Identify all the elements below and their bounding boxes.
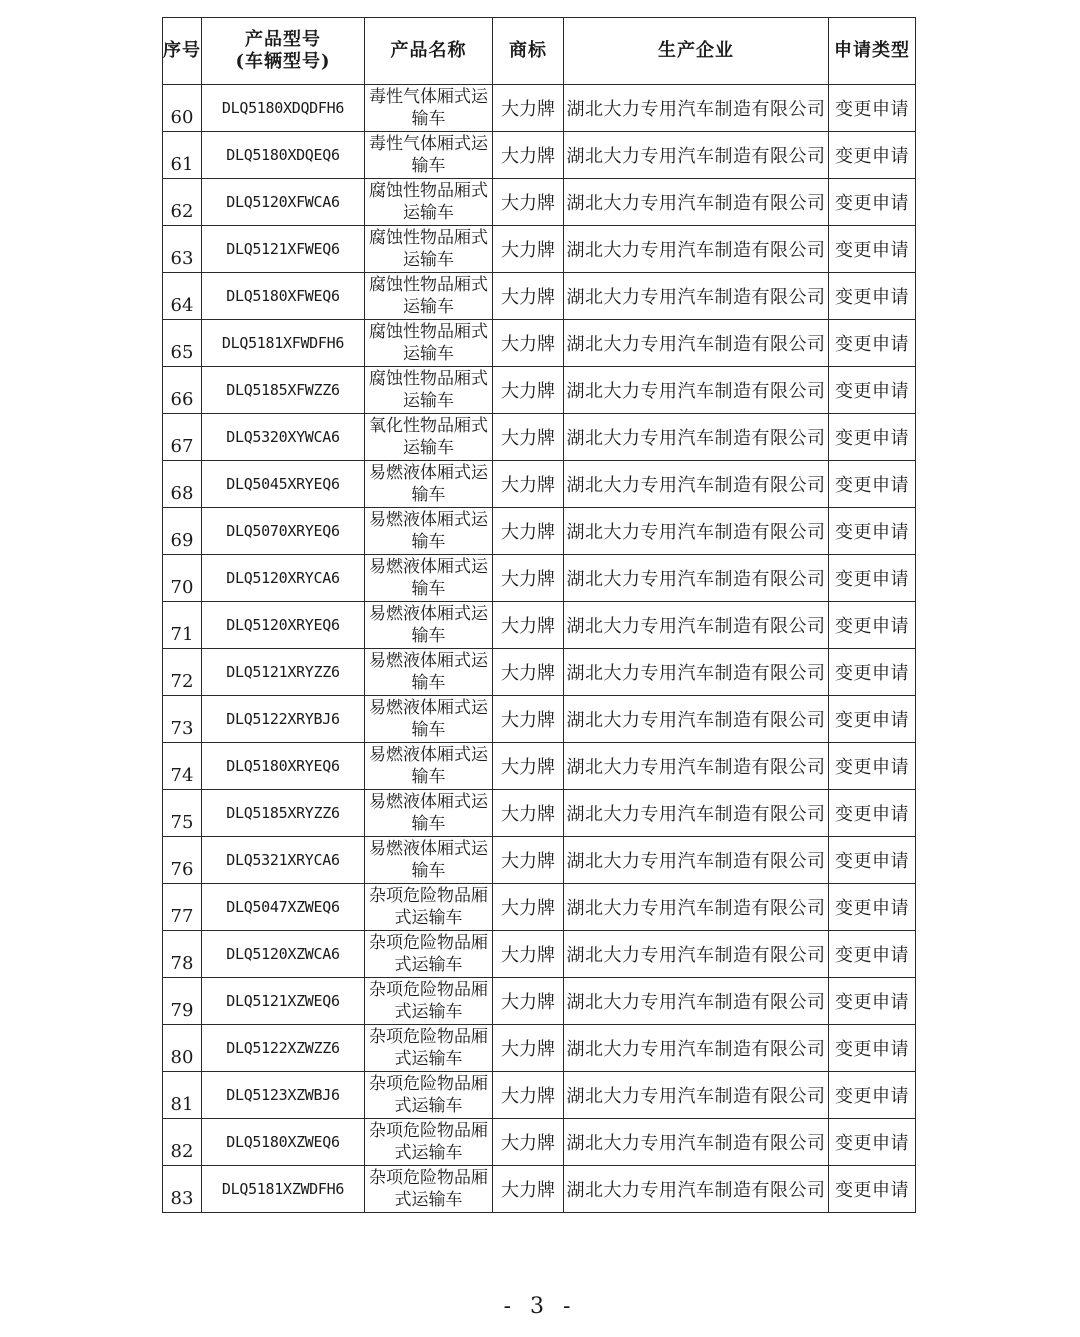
serial-number-text: 73 [170, 718, 194, 739]
serial-number-text: 77 [170, 906, 194, 927]
product-name-line2: 运输车 [403, 438, 454, 458]
cell-manufacturer: 湖北大力专用汽车制造有限公司 [564, 85, 829, 132]
product-name-line1: 杂项危险物品厢 [369, 886, 488, 906]
cell-manufacturer: 湖北大力专用汽车制造有限公司 [564, 273, 829, 320]
cell-product-model: DLQ5185XRYZZ6 [202, 790, 365, 837]
cell-serial-number [163, 508, 202, 555]
cell-product-model: DLQ5181XFWDFH6 [202, 320, 365, 367]
cell-product-model: DLQ5047XZWEQ6 [202, 884, 365, 931]
cell-product-model: DLQ5122XRYBJ6 [202, 696, 365, 743]
product-name-line2: 输车 [411, 579, 446, 599]
cell-manufacturer: 湖北大力专用汽车制造有限公司 [564, 1166, 829, 1213]
cell-serial-number [163, 367, 202, 414]
product-name-line1: 氧化性物品厢式 [369, 416, 488, 436]
table-row [163, 320, 916, 367]
header-manufacturer: 生产企业 [564, 18, 829, 85]
serial-number-text: 66 [170, 389, 194, 410]
product-name-line2: 输车 [411, 673, 446, 693]
table-row [163, 226, 916, 273]
product-name-line2: 式运输车 [394, 1002, 463, 1022]
table-row [163, 1072, 916, 1119]
product-name-line1: 杂项危险物品厢 [369, 1168, 488, 1188]
header-product-name: 产品名称 [365, 18, 493, 85]
cell-product-model: DLQ5121XZWEQ6 [202, 978, 365, 1025]
cell-manufacturer: 湖北大力专用汽车制造有限公司 [564, 461, 829, 508]
cell-serial-number [163, 320, 202, 367]
header-brand: 商标 [493, 18, 564, 85]
serial-number-text: 80 [170, 1047, 194, 1068]
serial-number-text: 76 [170, 859, 194, 880]
cell-manufacturer: 湖北大力专用汽车制造有限公司 [564, 1072, 829, 1119]
cell-application-type: 变更申请 [829, 414, 916, 461]
table-row [163, 649, 916, 696]
product-name-line1: 易燃液体厢式运 [369, 463, 488, 483]
table-row [163, 85, 916, 132]
cell-product-model: DLQ5120XRYCA6 [202, 555, 365, 602]
cell-brand: 大力牌 [493, 226, 564, 273]
serial-number-text: 75 [170, 812, 194, 833]
serial-number-text: 82 [170, 1141, 194, 1162]
cell-brand: 大力牌 [493, 649, 564, 696]
cell-product-model: DLQ5120XRYEQ6 [202, 602, 365, 649]
product-name-line2: 运输车 [403, 297, 454, 317]
cell-product-name [365, 367, 493, 414]
cell-serial-number [163, 555, 202, 602]
cell-serial-number [163, 602, 202, 649]
cell-product-name [365, 1025, 493, 1072]
cell-brand: 大力牌 [493, 273, 564, 320]
cell-serial-number [163, 884, 202, 931]
cell-manufacturer: 湖北大力专用汽车制造有限公司 [564, 1119, 829, 1166]
cell-product-model: DLQ5045XRYEQ6 [202, 461, 365, 508]
table-row [163, 837, 916, 884]
product-name-line2: 运输车 [403, 203, 454, 223]
product-name-line1: 杂项危险物品厢 [369, 980, 488, 1000]
product-name-line1: 易燃液体厢式运 [369, 557, 488, 577]
cell-product-name [365, 696, 493, 743]
cell-product-model: DLQ5123XZWBJ6 [202, 1072, 365, 1119]
product-name-line2: 式运输车 [394, 1190, 463, 1210]
serial-number-text: 83 [170, 1188, 194, 1209]
cell-serial-number [163, 837, 202, 884]
cell-application-type: 变更申请 [829, 1119, 916, 1166]
cell-brand: 大力牌 [493, 602, 564, 649]
cell-serial-number [163, 85, 202, 132]
cell-product-name [365, 602, 493, 649]
product-name-line1: 易燃液体厢式运 [369, 698, 488, 718]
serial-number-text: 68 [170, 483, 194, 504]
table-row [163, 508, 916, 555]
cell-manufacturer: 湖北大力专用汽车制造有限公司 [564, 555, 829, 602]
table-row [163, 179, 916, 226]
cell-product-name [365, 978, 493, 1025]
product-name-line1: 易燃液体厢式运 [369, 510, 488, 530]
product-name-line2: 运输车 [403, 250, 454, 270]
cell-product-name [365, 837, 493, 884]
product-name-line1: 腐蚀性物品厢式 [369, 322, 488, 342]
serial-number-text: 70 [170, 577, 194, 598]
cell-brand: 大力牌 [493, 367, 564, 414]
cell-brand: 大力牌 [493, 743, 564, 790]
product-name-line1: 易燃液体厢式运 [369, 839, 488, 859]
product-name-line2: 输车 [411, 626, 446, 646]
table-row [163, 931, 916, 978]
cell-serial-number [163, 461, 202, 508]
cell-serial-number [163, 1072, 202, 1119]
cell-manufacturer: 湖北大力专用汽车制造有限公司 [564, 367, 829, 414]
product-name-line2: 输车 [411, 109, 446, 129]
cell-brand: 大力牌 [493, 414, 564, 461]
cell-application-type: 变更申请 [829, 273, 916, 320]
cell-serial-number [163, 696, 202, 743]
product-name-line1: 毒性气体厢式运 [369, 87, 488, 107]
cell-manufacturer: 湖北大力专用汽车制造有限公司 [564, 602, 829, 649]
serial-number-text: 74 [170, 765, 194, 786]
product-table [162, 17, 916, 1213]
cell-serial-number [163, 649, 202, 696]
product-name-line2: 输车 [411, 532, 446, 552]
serial-number-text: 61 [170, 154, 194, 175]
serial-number-text: 63 [170, 248, 194, 269]
header-application-type: 申请类型 [829, 18, 916, 85]
cell-product-name [365, 790, 493, 837]
cell-serial-number [163, 179, 202, 226]
product-name-line1: 易燃液体厢式运 [369, 651, 488, 671]
cell-product-model: DLQ5321XRYCA6 [202, 837, 365, 884]
cell-product-name [365, 179, 493, 226]
cell-application-type: 变更申请 [829, 649, 916, 696]
table-row [163, 696, 916, 743]
serial-number-text: 71 [170, 624, 194, 645]
product-name-line1: 腐蚀性物品厢式 [369, 369, 488, 389]
cell-brand: 大力牌 [493, 1025, 564, 1072]
cell-product-name [365, 414, 493, 461]
cell-product-model: DLQ5122XZWZZ6 [202, 1025, 365, 1072]
cell-application-type: 变更申请 [829, 367, 916, 414]
cell-serial-number [163, 1025, 202, 1072]
cell-brand: 大力牌 [493, 1072, 564, 1119]
cell-product-model: DLQ5180XZWEQ6 [202, 1119, 365, 1166]
cell-product-model: DLQ5121XFWEQ6 [202, 226, 365, 273]
serial-number-text: 65 [170, 342, 194, 363]
cell-brand: 大力牌 [493, 555, 564, 602]
product-name-line2: 式运输车 [394, 1096, 463, 1116]
product-name-line2: 式运输车 [394, 1143, 463, 1163]
cell-manufacturer: 湖北大力专用汽车制造有限公司 [564, 743, 829, 790]
cell-product-name [365, 461, 493, 508]
cell-application-type: 变更申请 [829, 132, 916, 179]
cell-application-type: 变更申请 [829, 179, 916, 226]
product-name-line1: 腐蚀性物品厢式 [369, 228, 488, 248]
cell-product-model: DLQ5120XFWCA6 [202, 179, 365, 226]
cell-brand: 大力牌 [493, 884, 564, 931]
cell-application-type: 变更申请 [829, 837, 916, 884]
product-name-line1: 毒性气体厢式运 [369, 134, 488, 154]
cell-manufacturer: 湖北大力专用汽车制造有限公司 [564, 414, 829, 461]
cell-serial-number [163, 1166, 202, 1213]
cell-application-type: 变更申请 [829, 978, 916, 1025]
serial-number-text: 67 [170, 436, 194, 457]
table-row [163, 790, 916, 837]
cell-manufacturer: 湖北大力专用汽车制造有限公司 [564, 1025, 829, 1072]
table-row [163, 1025, 916, 1072]
cell-serial-number [163, 931, 202, 978]
table-row [163, 978, 916, 1025]
cell-product-name [365, 649, 493, 696]
cell-brand: 大力牌 [493, 1166, 564, 1213]
cell-application-type: 变更申请 [829, 884, 916, 931]
cell-serial-number [163, 743, 202, 790]
cell-product-name [365, 1072, 493, 1119]
cell-manufacturer: 湖北大力专用汽车制造有限公司 [564, 837, 829, 884]
page-number: - 3 - [503, 1294, 577, 1319]
serial-number-text: 72 [170, 671, 194, 692]
product-name-line1: 杂项危险物品厢 [369, 933, 488, 953]
cell-brand: 大力牌 [493, 790, 564, 837]
cell-manufacturer: 湖北大力专用汽车制造有限公司 [564, 978, 829, 1025]
header-product-model-line1: 产品型号 [245, 29, 321, 50]
cell-product-model: DLQ5180XFWEQ6 [202, 273, 365, 320]
cell-product-name [365, 1166, 493, 1213]
product-name-line1: 腐蚀性物品厢式 [369, 181, 488, 201]
serial-number-text: 60 [170, 107, 194, 128]
cell-serial-number [163, 978, 202, 1025]
cell-brand: 大力牌 [493, 1119, 564, 1166]
header-serial-number: 序号 [163, 18, 202, 85]
cell-application-type: 变更申请 [829, 602, 916, 649]
cell-manufacturer: 湖北大力专用汽车制造有限公司 [564, 790, 829, 837]
cell-application-type: 变更申请 [829, 508, 916, 555]
cell-application-type: 变更申请 [829, 226, 916, 273]
cell-brand: 大力牌 [493, 132, 564, 179]
cell-application-type: 变更申请 [829, 1072, 916, 1119]
cell-brand: 大力牌 [493, 978, 564, 1025]
table-row [163, 743, 916, 790]
cell-manufacturer: 湖北大力专用汽车制造有限公司 [564, 226, 829, 273]
cell-serial-number [163, 790, 202, 837]
cell-product-name [365, 931, 493, 978]
cell-manufacturer: 湖北大力专用汽车制造有限公司 [564, 649, 829, 696]
cell-product-model: DLQ5181XZWDFH6 [202, 1166, 365, 1213]
cell-manufacturer: 湖北大力专用汽车制造有限公司 [564, 508, 829, 555]
serial-number-text: 81 [170, 1094, 194, 1115]
cell-brand: 大力牌 [493, 508, 564, 555]
cell-application-type: 变更申请 [829, 743, 916, 790]
product-name-line2: 输车 [411, 767, 446, 787]
product-name-line1: 杂项危险物品厢 [369, 1121, 488, 1141]
cell-manufacturer: 湖北大力专用汽车制造有限公司 [564, 696, 829, 743]
cell-application-type: 变更申请 [829, 696, 916, 743]
table-header-row [163, 18, 916, 85]
table-row [163, 884, 916, 931]
table-row [163, 273, 916, 320]
cell-brand: 大力牌 [493, 696, 564, 743]
product-name-line2: 运输车 [403, 344, 454, 364]
cell-product-model: DLQ5180XDQDFH6 [202, 85, 365, 132]
serial-number-text: 78 [170, 953, 194, 974]
cell-brand: 大力牌 [493, 85, 564, 132]
cell-product-name [365, 743, 493, 790]
table-row [163, 1119, 916, 1166]
table-row [163, 602, 916, 649]
cell-product-model: DLQ5121XRYZZ6 [202, 649, 365, 696]
cell-application-type: 变更申请 [829, 320, 916, 367]
cell-product-model: DLQ5120XZWCA6 [202, 931, 365, 978]
cell-manufacturer: 湖北大力专用汽车制造有限公司 [564, 179, 829, 226]
cell-serial-number [163, 1119, 202, 1166]
header-product-model [202, 18, 365, 85]
cell-manufacturer: 湖北大力专用汽车制造有限公司 [564, 931, 829, 978]
serial-number-text: 62 [170, 201, 194, 222]
header-product-model-line2: (车辆型号) [235, 51, 331, 72]
table-row [163, 1166, 916, 1213]
product-name-line2: 输车 [411, 156, 446, 176]
product-name-line2: 输车 [411, 861, 446, 881]
cell-serial-number [163, 273, 202, 320]
product-name-line1: 易燃液体厢式运 [369, 745, 488, 765]
cell-product-name [365, 132, 493, 179]
cell-serial-number [163, 132, 202, 179]
cell-product-name [365, 226, 493, 273]
product-name-line1: 易燃液体厢式运 [369, 792, 488, 812]
cell-product-name [365, 555, 493, 602]
cell-product-model: DLQ5070XRYEQ6 [202, 508, 365, 555]
cell-application-type: 变更申请 [829, 555, 916, 602]
product-name-line1: 杂项危险物品厢 [369, 1027, 488, 1047]
cell-product-model: DLQ5185XFWZZ6 [202, 367, 365, 414]
cell-product-model: DLQ5180XRYEQ6 [202, 743, 365, 790]
cell-brand: 大力牌 [493, 461, 564, 508]
product-name-line1: 腐蚀性物品厢式 [369, 275, 488, 295]
cell-serial-number [163, 414, 202, 461]
cell-manufacturer: 湖北大力专用汽车制造有限公司 [564, 320, 829, 367]
cell-application-type: 变更申请 [829, 931, 916, 978]
cell-application-type: 变更申请 [829, 1025, 916, 1072]
product-name-line2: 式运输车 [394, 1049, 463, 1069]
serial-number-text: 69 [170, 530, 194, 551]
table-row [163, 461, 916, 508]
cell-brand: 大力牌 [493, 179, 564, 226]
table-row [163, 132, 916, 179]
product-name-line2: 输车 [411, 485, 446, 505]
cell-manufacturer: 湖北大力专用汽车制造有限公司 [564, 884, 829, 931]
serial-number-text: 64 [170, 295, 194, 316]
cell-manufacturer: 湖北大力专用汽车制造有限公司 [564, 132, 829, 179]
cell-product-name [365, 508, 493, 555]
product-name-line2: 式运输车 [394, 955, 463, 975]
cell-application-type: 变更申请 [829, 1166, 916, 1213]
cell-product-name [365, 320, 493, 367]
product-name-line2: 式运输车 [394, 908, 463, 928]
table-row [163, 555, 916, 602]
product-name-line1: 易燃液体厢式运 [369, 604, 488, 624]
product-name-line2: 输车 [411, 814, 446, 834]
cell-brand: 大力牌 [493, 320, 564, 367]
table-row [163, 367, 916, 414]
cell-application-type: 变更申请 [829, 790, 916, 837]
product-name-line2: 运输车 [403, 391, 454, 411]
cell-product-model: DLQ5180XDQEQ6 [202, 132, 365, 179]
table-row [163, 414, 916, 461]
product-name-line2: 输车 [411, 720, 446, 740]
cell-serial-number [163, 226, 202, 273]
cell-application-type: 变更申请 [829, 85, 916, 132]
cell-product-name [365, 1119, 493, 1166]
serial-number-text: 79 [170, 1000, 194, 1021]
table-body [163, 85, 916, 1213]
product-name-line1: 杂项危险物品厢 [369, 1074, 488, 1094]
cell-product-model: DLQ5320XYWCA6 [202, 414, 365, 461]
cell-brand: 大力牌 [493, 931, 564, 978]
cell-product-name [365, 884, 493, 931]
cell-product-name [365, 273, 493, 320]
cell-product-name [365, 85, 493, 132]
cell-brand: 大力牌 [493, 837, 564, 884]
cell-application-type: 变更申请 [829, 461, 916, 508]
